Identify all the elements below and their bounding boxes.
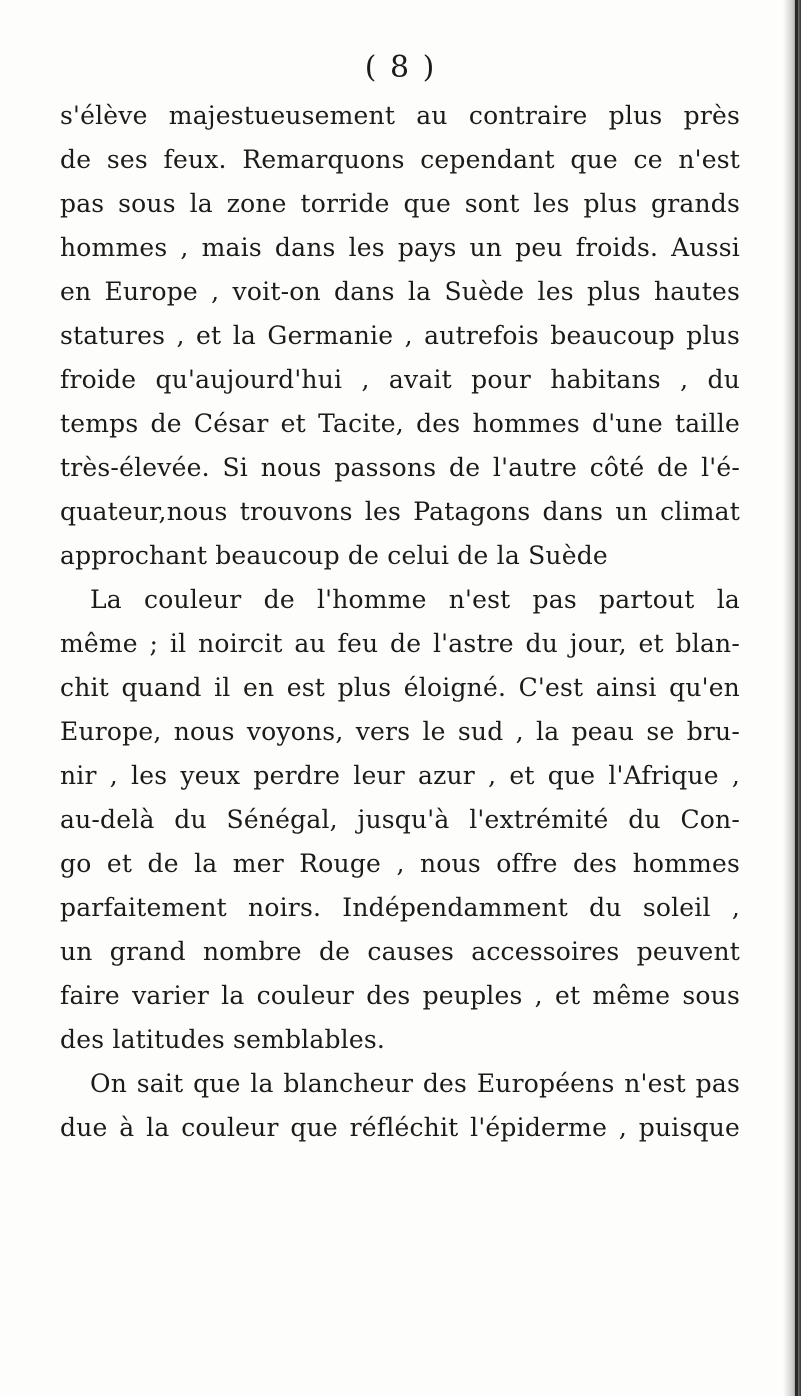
text-line: parfaitement noirs. Indépendamment du soleil , [60, 893, 740, 922]
paragraph-2 [60, 578, 740, 1062]
text-line: On sait que la blancheur des Européens n'est pas [90, 1069, 740, 1098]
text-line: même ; il noircit au feu de l'astre du jour, et blan- [60, 629, 740, 658]
text-line: hommes , mais dans les pays un peu froids. Aussi [60, 233, 740, 262]
page-edge-line [795, 0, 798, 1396]
text-line: en Europe , voit-on dans la Suède les plus hautes [60, 277, 740, 306]
text-line: s'élève majestueusement au contraire plus près [60, 101, 740, 130]
text-line: quateur,nous trouvons les Patagons dans un climat [60, 497, 740, 526]
text-line: Europe, nous voyons, vers le sud , la peau se bru- [60, 717, 740, 746]
text-line: temps de César et Tacite, des hommes d'une taille [60, 409, 740, 438]
text-line: go et de la mer Rouge , nous offre des hommes [60, 849, 740, 878]
text-line: de ses feux. Remarquons cependant que ce n'est [60, 145, 740, 174]
text-line: un grand nombre de causes accessoires peuvent [60, 937, 740, 966]
paragraph-3 [60, 1062, 740, 1150]
text-line: chit quand il en est plus éloigné. C'est ainsi qu'en [60, 673, 740, 702]
text-line: au-delà du Sénégal, jusqu'à l'extrémité du Con- [60, 805, 740, 834]
page-edge-shadow [783, 0, 801, 1396]
text-line: statures , et la Germanie , autrefois beaucoup plus [60, 321, 740, 350]
text-line: approchant beaucoup de celui de la Suède [60, 541, 608, 570]
text-line: due à la couleur que réfléchit l'épiderme , puisque [60, 1113, 740, 1142]
text-line: froide qu'aujourd'hui , avait pour habitans , du [60, 365, 740, 394]
paragraph-1 [60, 94, 740, 578]
text-line: des latitudes semblables. [60, 1025, 386, 1054]
text-line: très-élevée. Si nous passons de l'autre côté de l'é- [60, 453, 740, 482]
text-line: La couleur de l'homme n'est pas partout la [90, 585, 740, 614]
text-line: nir , les yeux perdre leur azur , et que l'Afrique , [60, 761, 740, 790]
page-number: ( 8 ) [364, 50, 437, 85]
text-line: faire varier la couleur des peuples , et même sous [60, 981, 740, 1010]
body-text [60, 94, 740, 1150]
text-line: pas sous la zone torride que sont les plus grands [60, 189, 740, 218]
